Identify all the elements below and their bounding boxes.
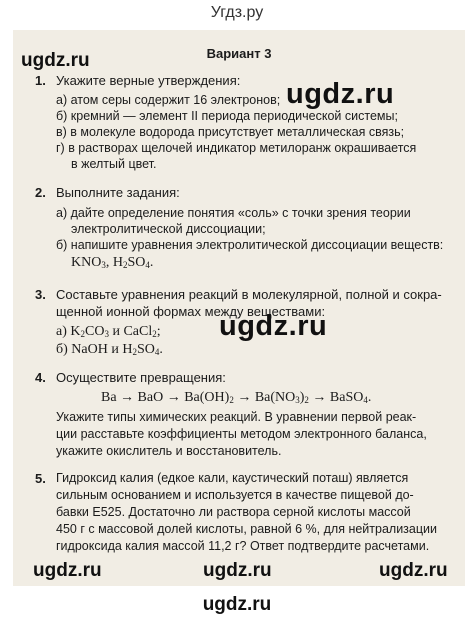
task-item: б) напишите уравнения электролитической диссоциации веществ: <box>56 238 444 252</box>
task-line: 450 г с массовой долей кислоты, равной 6 %, для нейтрализации <box>56 522 437 536</box>
task-number: 1. <box>35 73 46 88</box>
task-item: Укажите типы химических реакций. В уравнении первой реак- <box>56 410 417 424</box>
task-item: б) NaOH и $H_2SO_4$. <box>56 342 163 357</box>
task-item: а) $K_2CO_3$ и CaCl$_2$; <box>56 324 161 339</box>
task-item: а) дайте определение понятия «соль» с точки зрения теории <box>56 206 411 220</box>
task-formula: $KNO_3$, $H_2SO_4$. <box>71 255 154 270</box>
task-line: гидроксида калия массой 11,2 г? Ответ подтвердите расчетами. <box>56 539 430 553</box>
watermark: ugdz.ru <box>21 50 90 71</box>
watermark: ugdz.ru <box>33 560 102 581</box>
task-item: электролитической диссоциации; <box>71 222 266 236</box>
watermark: ugdz.ru <box>203 560 272 581</box>
task-item: в) в молекуле водорода присутствует металлическая связь; <box>56 125 405 139</box>
watermark: ugdz.ru <box>286 78 395 110</box>
task-line: сильным основанием и используется в качестве пищевой до- <box>56 488 414 502</box>
task-text: Укажите верные утверждения: <box>56 73 241 88</box>
task-text: щенной ионной формах между веществами: <box>56 304 326 319</box>
task-text: Составьте уравнения реакций в молекулярной, полной и сокра- <box>56 287 442 302</box>
variant-title: Вариант 3 <box>206 46 272 61</box>
task-item: укажите окислитель и восстановитель. <box>56 444 282 458</box>
watermark: ugdz.ru <box>219 310 328 342</box>
worksheet <box>13 30 465 586</box>
task-item: б) кремний — элемент II периода периодической системы; <box>56 109 398 123</box>
site-footer: ugdz.ru <box>202 594 272 615</box>
watermark: ugdz.ru <box>379 560 448 581</box>
task-item: а) атом серы содержит 16 электронов; <box>56 93 281 107</box>
task-item: г) в растворах щелочей индикатор метилоранж окрашивается <box>56 141 417 155</box>
task-number: 3. <box>35 287 46 302</box>
task-item: ции расставьте коэффициенты методом электронного баланса, <box>56 427 427 441</box>
site-header: Угдз.ру <box>0 0 474 28</box>
task-line: бавки Е525. Достаточно ли раствора серной кислоты массой <box>56 505 411 519</box>
reaction-scheme: Ba → BaO → $Ba(OH)_2 \to Ba(NO_3)_2$ → BaSO$_4$. <box>101 390 372 405</box>
task-text: Выполните задания: <box>56 185 180 200</box>
task-line: Гидроксид калия (едкое кали, каустический поташ) является <box>56 471 409 485</box>
task-number: 5. <box>35 471 46 486</box>
task-item: в желтый цвет. <box>71 157 157 171</box>
task-number: 4. <box>35 370 46 385</box>
task-number: 2. <box>35 185 46 200</box>
task-text: Осуществите превращения: <box>56 370 226 385</box>
